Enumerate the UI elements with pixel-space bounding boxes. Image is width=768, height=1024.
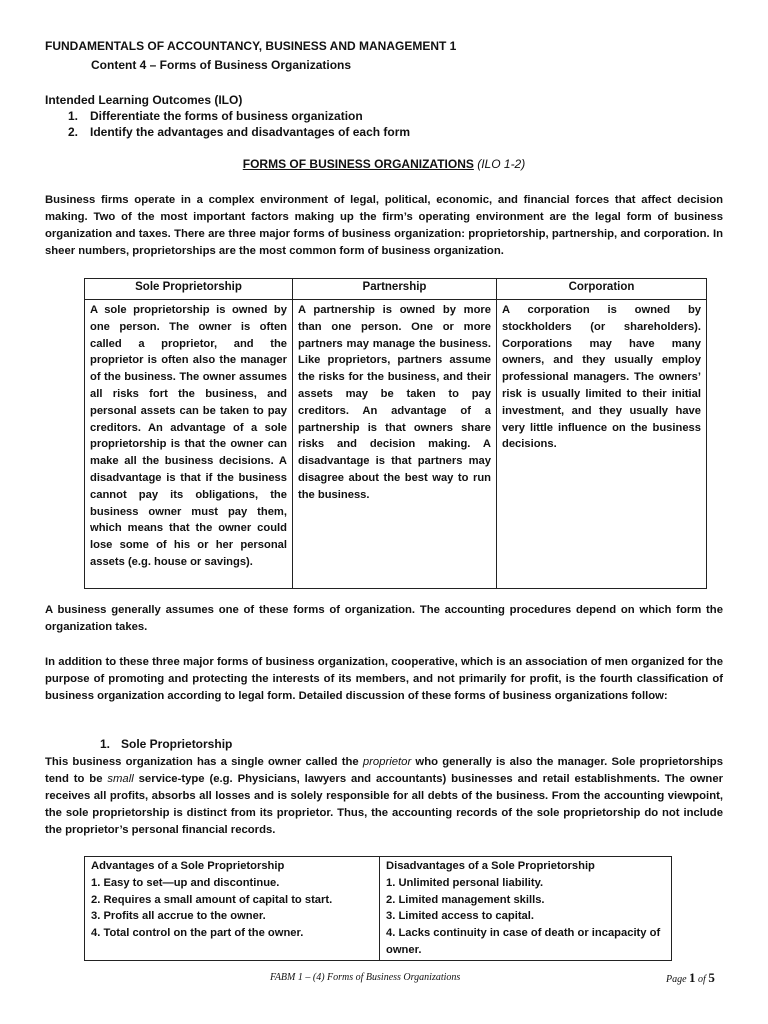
sole-prop-heading <box>100 737 232 751</box>
disadvantages-header: Disadvantages of a Sole Proprietorship <box>386 860 595 872</box>
sole-prop-italic: small <box>107 773 134 785</box>
cooperative-paragraph: In addition to these three major forms of business organization, cooperative, which is an association of men organized for the purpose of promoting and protecting the interests of its members, and not primarily for profit, is the fourth classification of business organization according to legal form. Detailed discussion of these forms of business organizations follow: <box>45 656 723 702</box>
forms-table <box>84 278 707 589</box>
page-current: 1 <box>689 970 696 985</box>
sole-prop-heading-text: Sole Proprietorship <box>121 737 233 751</box>
ilo-item-text: Differentiate the forms of business organization <box>90 109 363 123</box>
ilo-item-text: Identify the advantages and disadvantages of each form <box>90 125 411 139</box>
disadvantage-item: 1. Unlimited personal liability. <box>386 876 544 889</box>
ilo-item-number: 1. <box>68 109 79 123</box>
footer-title: FABM 1 – (4) Forms of Business Organizations <box>270 972 461 983</box>
disadvantage-item: 3. Limited access to capital. <box>386 910 534 923</box>
section-title-main: FORMS OF BUSINESS ORGANIZATIONS <box>242 157 474 171</box>
advantage-item: 3. Profits all accrue to the owner. <box>91 910 266 923</box>
ilo-list <box>68 108 410 140</box>
intro-paragraph: Business firms operate in a complex environment of legal, political, economic, and financial forces that affect decision making. Two of the most important factors making up the firm’s operating environment are the legal form of business organization and taxes. There are three major forms of business organization: proprietorship, partnership, and corporation. In sheer numbers, proprietorships are the most common form of business organization. <box>45 194 723 257</box>
page-total: 5 <box>708 970 715 985</box>
page-word: Page <box>666 974 687 985</box>
sole-prop-italic: proprietor <box>362 756 412 768</box>
sole-prop-paragraph <box>45 754 723 839</box>
disadvantage-item: 4. Lacks continuity in case of death or incapacity of owner. <box>386 927 661 956</box>
adv-disadv-table <box>84 856 672 961</box>
forms-table-cell-corporation: A corporation is owned by stockholders (or shareholders). Corporations may have many owners, and they usually employ professional managers. The owners’ risk is usually limited to their initial investment, and they usually have very little influence on the business decisions. <box>497 300 707 589</box>
content-title: Content 4 – Forms of Business Organizations <box>91 58 352 72</box>
advantage-item: 1. Easy to set—up and discontinue. <box>91 876 280 889</box>
sole-prop-text: This business organization has a single owner called the <box>45 756 363 768</box>
forms-table-header-row <box>85 279 707 300</box>
advantages-column <box>85 857 380 961</box>
forms-table-cell-sole: A sole proprietorship is owned by one person. The owner is often called a proprietor, and the proprietor is often also the manager of the business. The owner assumes all risks fort the business, and personal assets can be taken to pay creditors. An advantage of a sole proprietorship is that the owner can make all the business decisions. A disadvantage is that if the business cannot pay its obligations, the business owner must pay them, which means that the owner could lose some of his or her personal assets (e.g. house or savings). <box>85 300 293 589</box>
forms-table-row <box>85 300 707 589</box>
forms-table-header: Partnership <box>293 279 497 300</box>
ilo-item-number: 2. <box>68 125 79 139</box>
advantages-header: Advantages of a Sole Proprietorship <box>91 860 285 872</box>
ilo-item <box>68 108 410 124</box>
advantage-item: 2. Requires a small amount of capital to start. <box>91 893 333 906</box>
forms-table-header: Sole Proprietorship <box>85 279 293 300</box>
forms-table-header: Corporation <box>497 279 707 300</box>
section-title <box>0 157 768 171</box>
ilo-item <box>68 124 410 140</box>
sole-prop-heading-number: 1. <box>100 737 111 751</box>
disadvantage-item: 2. Limited management skills. <box>386 893 545 906</box>
advantage-item: 4. Total control on the part of the owner. <box>91 927 304 940</box>
assumes-paragraph: A business generally assumes one of these forms of organization. The accounting procedures depend on which form the organization takes. <box>45 604 723 633</box>
disadvantages-column <box>380 857 672 961</box>
ilo-title: Intended Learning Outcomes (ILO) <box>45 93 243 107</box>
course-title: FUNDAMENTALS OF ACCOUNTANCY, BUSINESS AND MANAGEMENT 1 <box>45 39 457 53</box>
forms-table-cell-partnership: A partnership is owned by more than one person. One or more partners may manage the business. Like proprietors, partners assume the risks for the business, and their assets may be taken to pay creditors. An advantage of a partnership is that owners share risks and decision making. A disadvantage is that partners may disagree about the best way to run the business. <box>293 300 497 589</box>
section-title-ilo-ref: (ILO 1-2) <box>477 157 526 171</box>
sole-prop-text: who generally is also the manager. Sole proprietorships tend to be <box>45 756 723 785</box>
adv-table-row <box>85 857 672 961</box>
page-number <box>666 970 715 986</box>
sole-prop-text: service-type (e.g. Physicians, lawyers and accountants) businesses and retail establishments. The owner receives all profits, absorbs all losses and is solely responsible for all debts of the business. From the accounting viewpoint, the sole proprietorship is distinct from its proprietor. Thus, the accounting records of the sole proprietorship do not include the proprietor’s personal financial records. <box>45 773 723 836</box>
of-word: of <box>698 974 706 985</box>
